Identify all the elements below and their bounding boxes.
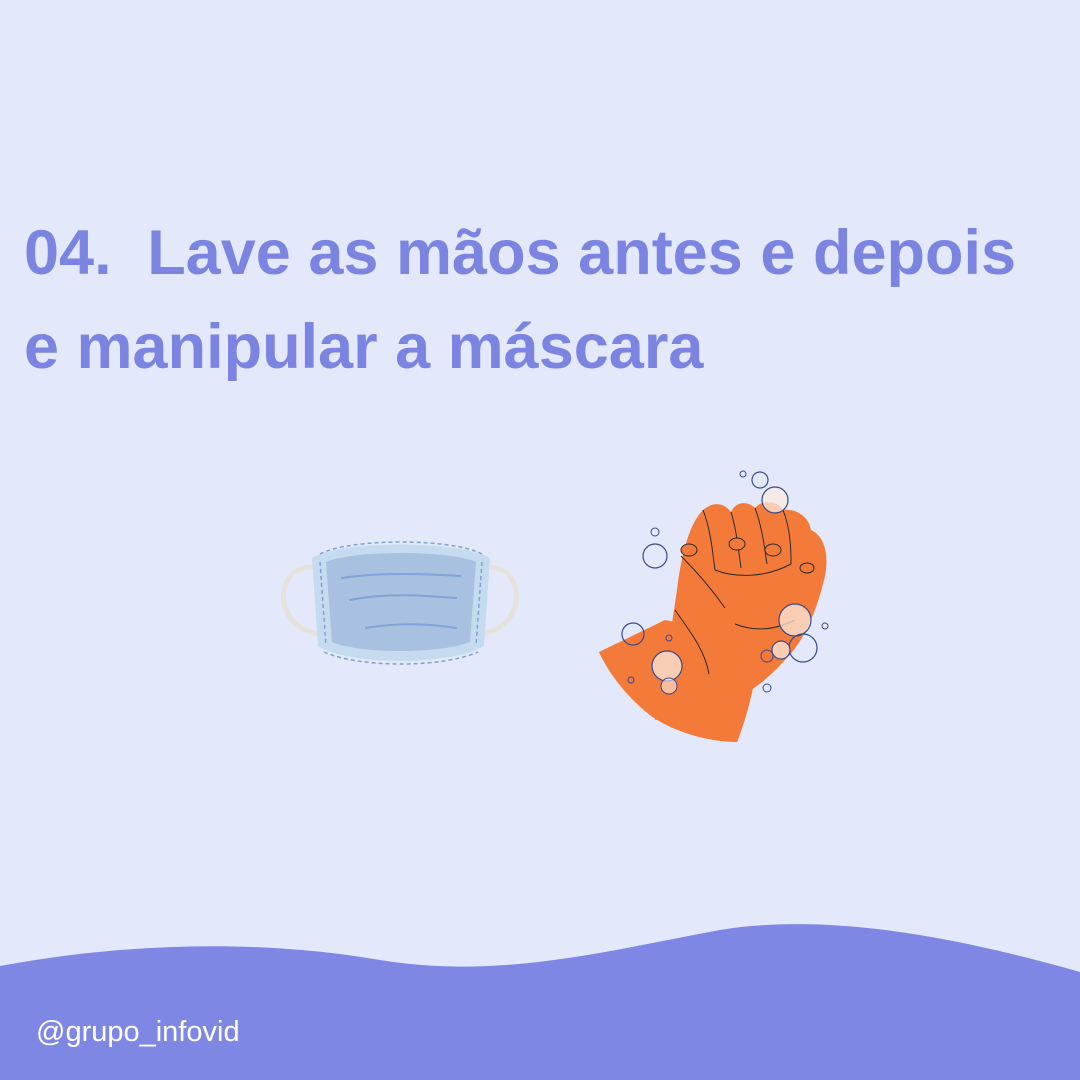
headline	[24, 206, 1016, 394]
step-number: 04.	[24, 218, 112, 288]
social-handle: @grupo_infovid	[36, 1016, 240, 1048]
footer-wave	[0, 900, 1080, 1080]
face-mask-icon	[270, 530, 530, 680]
hand-washing-icon	[585, 460, 845, 750]
headline-text: Lave as mãos antes e depois e manipular a máscara	[24, 218, 1016, 382]
